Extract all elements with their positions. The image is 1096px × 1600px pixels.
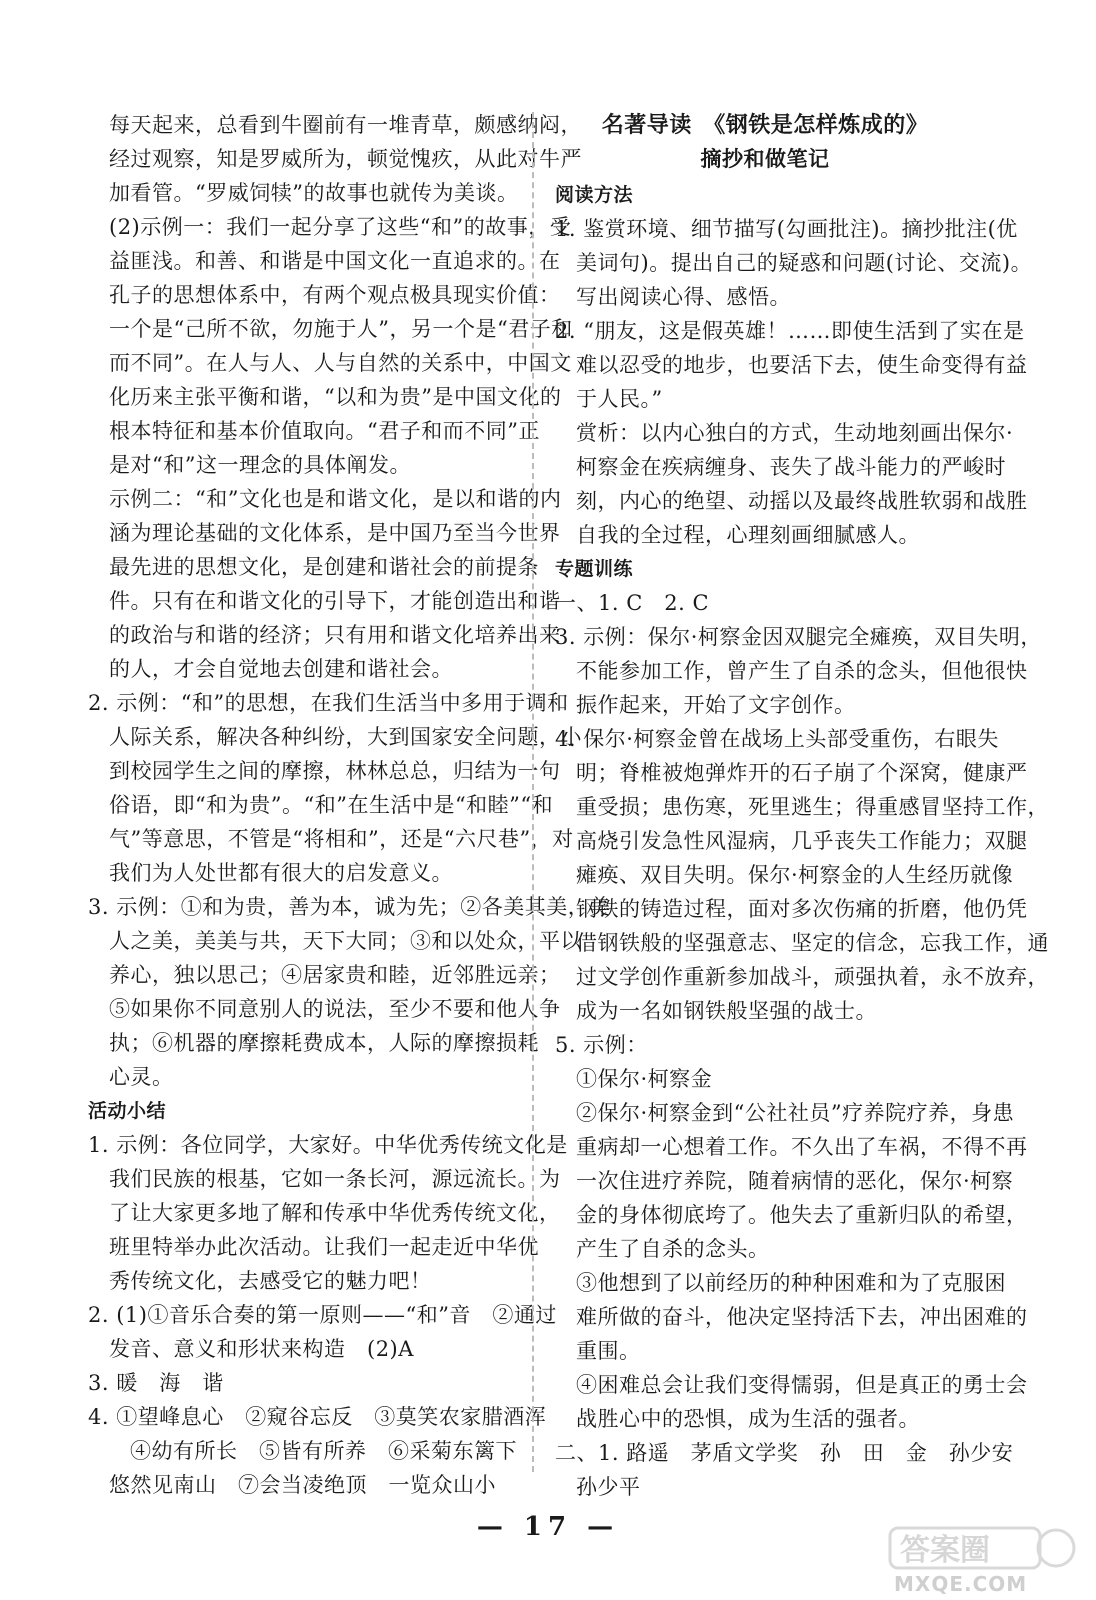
left-line: 是对“和”这一理念的具体阐发。 [109, 453, 411, 477]
right-line: 重受损；患伤寒，死里逃生；得重感冒坚持工作， [576, 795, 1049, 819]
left-line: 件。只有在和谐文化的引导下，才能创造出和谐 [109, 589, 561, 613]
left-line: 心灵。 [109, 1065, 174, 1089]
right-line: 产生了自杀的念头。 [576, 1237, 770, 1261]
left-line: 一个是“己所不欲，勿施于人”，另一个是“君子和 [109, 317, 573, 341]
right-line: 战胜心中的恐惧，成为生活的强者。 [576, 1407, 920, 1431]
right-line: 名著导读 《钢铁是怎样炼成的》 [601, 112, 929, 138]
page-number: — 17 — [476, 1512, 620, 1542]
right-line: 孙少平 [576, 1475, 641, 1499]
right-line: 借钢铁般的坚强意志、坚定的信念，忘我工作，通 [576, 931, 1049, 955]
left-line: 秀传统文化，去感受它的魅力吧！ [109, 1269, 432, 1293]
right-line: 自我的全过程，心理刻画细腻感人。 [576, 523, 920, 547]
left-line: 涵为理论基础的文化体系，是中国乃至当今世界 [109, 521, 561, 545]
right-line: 金的身体彻底垮了。他失去了重新归队的希望， [576, 1203, 1028, 1227]
left-line: 经过观察，知是罗威所为，顿觉愧疚，从此对牛严 [109, 147, 582, 171]
left-line: 化历来主张平衡和谐，“以和为贵”是中国文化的 [109, 385, 562, 409]
right-line: 难所做的奋斗，他决定坚持活下去，冲出困难的 [576, 1305, 1028, 1329]
right-line: 写出阅读心得、感悟。 [576, 285, 791, 309]
left-line: 班里特举办此次活动。让我们一起走近中华优 [109, 1235, 539, 1259]
svg-text:答案圈: 答案圈 [900, 1533, 990, 1568]
left-line: 发音、意义和形状来构造 (2)A [109, 1337, 414, 1361]
left-line: 我们为人处世都有很大的启发意义。 [109, 861, 453, 885]
left-line: 人际关系，解决各种纠纷，大到国家安全问题，小 [109, 725, 582, 749]
left-line: 4. ①望峰息心 ②窥谷忘反 ③莫笑农家腊酒浑 [88, 1405, 547, 1429]
right-line: 钢铁的铸造过程，面对多次伤痛的折磨，他仍凭 [576, 897, 1028, 921]
right-line: 赏析：以内心独白的方式，生动地刻画出保尔· [576, 421, 1014, 445]
left-line: 3. 示例：①和为贵，善为本，诚为先；②各美其美，美 [88, 895, 611, 919]
column-divider [532, 112, 534, 1472]
left-line: 到校园学生之间的摩擦，林林总总，归结为一句 [109, 759, 561, 783]
right-line: 5. 示例： [555, 1033, 648, 1057]
left-line: 我们民族的根基，它如一条长河，源远流长。为 [109, 1167, 561, 1191]
right-line: 摘抄和做笔记 [700, 146, 830, 171]
left-line: 了让大家更多地了解和传承中华优秀传统文化， [109, 1201, 561, 1225]
left-line: 活动小结 [88, 1100, 167, 1122]
right-column [555, 108, 1049, 1504]
left-line: 示例二：“和”文化也是和谐文化，是以和谐的内 [109, 487, 562, 511]
right-line: 一次住进疗养院，随着病情的恶化，保尔·柯察 [576, 1169, 1014, 1193]
right-line: 明；脊椎被炮弹炸开的石子崩了个深窝，健康严 [576, 761, 1028, 785]
left-line: (2)示例一：我们一起分享了这些“和”的故事，受 [109, 215, 572, 239]
right-line: 成为一名如钢铁般坚强的战士。 [576, 999, 877, 1023]
left-line: 孔子的思想体系中，有两个观点极具现实价值： [109, 283, 561, 307]
watermark-logo-icon [888, 1522, 1078, 1572]
watermark-url: MXQE.COM [894, 1572, 1028, 1596]
left-line: 的政治与和谐的经济；只有用和谐文化培养出来 [109, 623, 561, 647]
left-line: 人之美，美美与共，天下大同；③和以处众，平以 [109, 929, 582, 953]
right-line: 难以忍受的地步，也要活下去，使生命变得有益 [576, 353, 1028, 377]
right-line: 3. 示例：保尔·柯察金因双腿完全瘫痪，双目失明， [555, 625, 1042, 649]
right-line: 振作起来，开始了文字创作。 [576, 693, 856, 717]
left-line: 加看管。“罗威饲犊”的故事也就传为美谈。 [109, 181, 519, 205]
left-line: 而不同”。在人与人、人与自然的关系中，中国文 [109, 351, 572, 375]
right-line: 重围。 [576, 1339, 641, 1363]
left-line: 俗语，即“和为贵”。“和”在生活中是“和睦”“和 [109, 793, 554, 817]
right-line: 二、1. 路遥 茅盾文学奖 孙 田 金 孙少安 [555, 1441, 1014, 1465]
right-line: ①保尔·柯察金 [576, 1067, 713, 1091]
left-line: 1. 示例：各位同学，大家好。中华优秀传统文化是 [88, 1133, 568, 1157]
right-line: ③他想到了以前经历的种种困难和为了克服困 [576, 1271, 1006, 1295]
left-line: ⑤如果你不同意别人的说法，至少不要和他人争 [109, 997, 561, 1021]
right-line: ②保尔·柯察金到“公社社员”疗养院疗养，身患 [576, 1101, 1015, 1125]
right-line: 于人民。” [576, 387, 663, 411]
left-line: ④幼有所长 ⑤皆有所养 ⑥采菊东篱下 [130, 1439, 517, 1463]
left-line: 气”等意思，不管是“将相和”，还是“六尺巷”，对 [109, 827, 574, 851]
left-line: 益匪浅。和善、和谐是中国文化一直追求的。在 [109, 249, 561, 273]
right-line: ④困难总会让我们变得懦弱，但是真正的勇士会 [576, 1373, 1028, 1397]
left-line: 执；⑥机器的摩擦耗费成本，人际的摩擦损耗 [109, 1031, 539, 1055]
right-line: 重病却一心想着工作。不久出了车祸，不得不再 [576, 1135, 1028, 1159]
right-line: 4. 保尔·柯察金曾在战场上头部受重伤，右眼失 [555, 727, 999, 751]
right-line: 美词句)。提出自己的疑惑和问题(讨论、交流)。 [576, 251, 1033, 275]
left-line: 的人，才会自觉地去创建和谐社会。 [109, 657, 453, 681]
right-line: 不能参加工作，曾产生了自杀的念头，但他很快 [576, 659, 1028, 683]
left-line: 2. (1)①音乐合奏的第一原则——“和”音 ②通过 [88, 1303, 557, 1327]
right-line: 过文学创作重新参加战斗，顽强执着，永不放弃， [576, 965, 1049, 989]
right-line: 专题训练 [555, 558, 634, 580]
left-line: 养心，独以思己；④居家贵和睦，近邻胜远亲； [109, 963, 561, 987]
right-line: 阅读方法 [555, 184, 634, 206]
right-line: 刻，内心的绝望、动摇以及最终战胜软弱和战胜 [576, 489, 1028, 513]
right-line: 柯察金在疾病缠身、丧失了战斗能力的严峻时 [576, 455, 1006, 479]
left-line: 最先进的思想文化，是创建和谐社会的前提条 [109, 555, 539, 579]
watermark [888, 1522, 1078, 1596]
left-line: 每天起来，总看到牛圈前有一堆青草，颇感纳闷， [109, 113, 582, 137]
right-line: 高烧引发急性风湿病，几乎丧失工作能力；双腿 [576, 829, 1028, 853]
left-line: 2. 示例：“和”的思想，在我们生活当中多用于调和 [88, 691, 569, 715]
right-line: 一、1. C 2. C [555, 591, 710, 615]
right-line: 2. “朋友，这是假英雄！……即使生活到了实在是 [555, 319, 1025, 343]
right-line: 瘫痪、双目失明。保尔·柯察金的人生经历就像 [576, 863, 1014, 887]
left-line: 悠然见南山 ⑦会当凌绝顶 一览众山小 [109, 1473, 496, 1497]
left-line: 根本特征和基本价值取向。“君子和而不同”正 [109, 419, 540, 443]
left-line: 3. 暖 海 谐 [88, 1371, 224, 1395]
right-line: 1. 鉴赏环境、细节描写(勾画批注)。摘抄批注(优 [555, 217, 1018, 241]
